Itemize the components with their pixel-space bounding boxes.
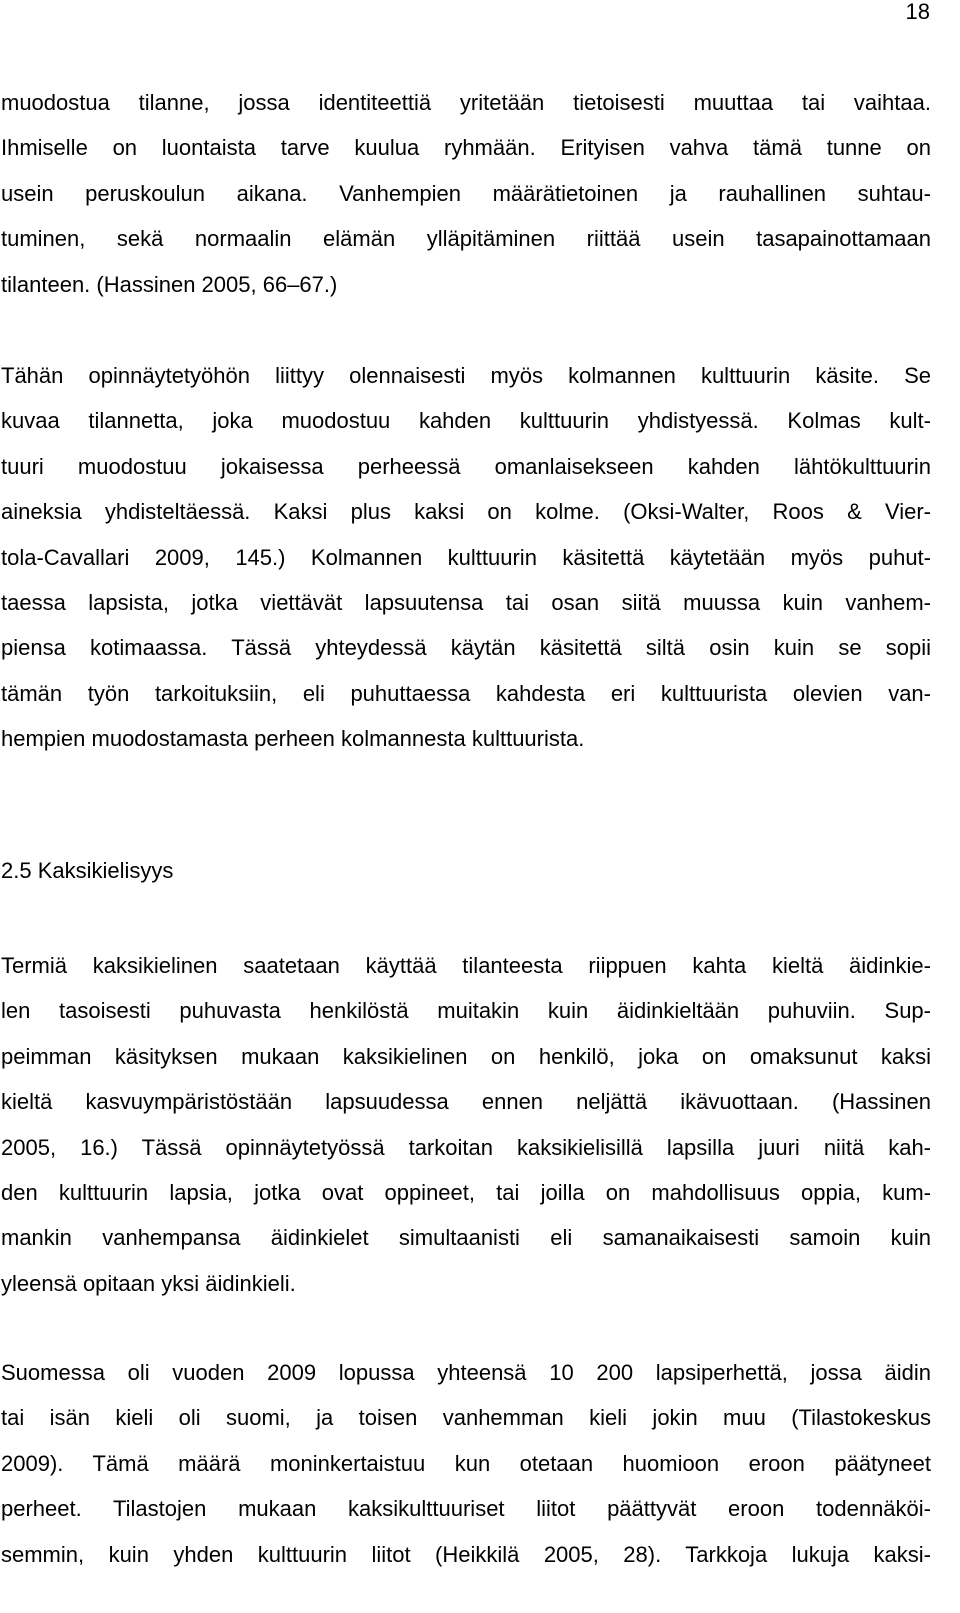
text-line: usein peruskoulun aikana. Vanhempien määrätietoinen ja rauhallinen suhtau- <box>1 180 931 206</box>
text-line: tai isän kieli oli suomi, ja toisen vanhemman kieli jokin muu (Tilastokeskus <box>1 1405 931 1431</box>
text-line: kieltä kasvuympäristöstään lapsuudessa ennen neljättä ikävuottaan. (Hassinen <box>1 1089 931 1115</box>
text-line: tola-Cavallari 2009, 145.) Kolmannen kulttuurin käsitettä käytetään myös puhut- <box>1 544 931 570</box>
text-line: hempien muodostamasta perheen kolmannesta kulttuurista. <box>1 726 585 752</box>
text-line: Suomessa oli vuoden 2009 lopussa yhteensä 10 200 lapsiperhettä, jossa äidin <box>1 1360 931 1385</box>
text-line: tilanteen. (Hassinen 2005, 66–67.) <box>1 271 338 297</box>
paragraph-bilingual-definition <box>1 943 931 1306</box>
text-line: mankin vanhempansa äidinkielet simultaanisti eli samanaikaisesti samoin kuin <box>1 1225 931 1251</box>
text-line: muodostua tilanne, jossa identiteettiä yritetään tietoisesti muuttaa tai vaihtaa. <box>1 90 931 115</box>
text-line: taessa lapsista, jotka viettävät lapsuutensa tai osan siitä muussa kuin vanhem- <box>1 589 931 615</box>
paragraph-third-culture <box>1 353 931 762</box>
text-line: 2009). Tämä määrä moninkertaistuu kun otetaan huomioon eroon päätyneet <box>1 1450 931 1476</box>
text-line: kuvaa tilannetta, joka muodostuu kahden kulttuurin yhdistyessä. Kolmas kult- <box>1 408 931 434</box>
text-line: 2005, 16.) Tässä opinnäytetyössä tarkoitan kaksikielisillä lapsilla juuri niitä kah- <box>1 1134 931 1160</box>
text-line: Tähän opinnäytetyöhön liittyy olennaisesti myös kolmannen kulttuurin käsite. Se <box>1 363 931 388</box>
text-line: peimman käsityksen mukaan kaksikielinen on henkilö, joka on omaksunut kaksi <box>1 1043 931 1069</box>
text-line: semmin, kuin yhden kulttuurin liitot (Heikkilä 2005, 28). Tarkkoja lukuja kaksi- <box>1 1541 931 1567</box>
text-line: yleensä opitaan yksi äidinkieli. <box>1 1270 296 1296</box>
section-heading: 2.5 Kaksikielisyys <box>1 858 174 883</box>
text-line: aineksia yhdisteltäessä. Kaksi plus kaksi on kolme. (Oksi-Walter, Roos & Vier- <box>1 499 931 525</box>
text-line: perheet. Tilastojen mukaan kaksikulttuuriset liitot päättyvät eroon todennäköi- <box>1 1496 931 1522</box>
page-number: 18 <box>905 0 930 24</box>
text-line: den kulttuurin lapsia, jotka ovat oppineet, tai joilla on mahdollisuus oppia, kum- <box>1 1179 931 1205</box>
paragraph-statistics <box>1 1350 931 1577</box>
text-line: Termiä kaksikielinen saatetaan käyttää tilanteesta riippuen kahta kieltä äidinkie- <box>1 953 931 978</box>
text-line: len tasoisesti puhuvasta henkilöstä muitakin kuin äidinkieltään puhuviin. Sup- <box>1 998 931 1024</box>
text-line: Ihmiselle on luontaista tarve kuulua ryhmään. Erityisen vahva tämä tunne on <box>1 135 931 161</box>
text-line: tämän työn tarkoituksiin, eli puhuttaessa kahdesta eri kulttuurista olevien van- <box>1 680 931 706</box>
paragraph-identity-change <box>1 80 931 307</box>
text-line: tuminen, sekä normaalin elämän ylläpitäminen riittää usein tasapainottamaan <box>1 226 931 252</box>
text-line: piensa kotimaassa. Tässä yhteydessä käytän käsitettä siltä osin kuin se sopii <box>1 635 931 661</box>
text-line: tuuri muodostuu jokaisessa perheessä omanlaisekseen kahden lähtökulttuurin <box>1 453 931 479</box>
